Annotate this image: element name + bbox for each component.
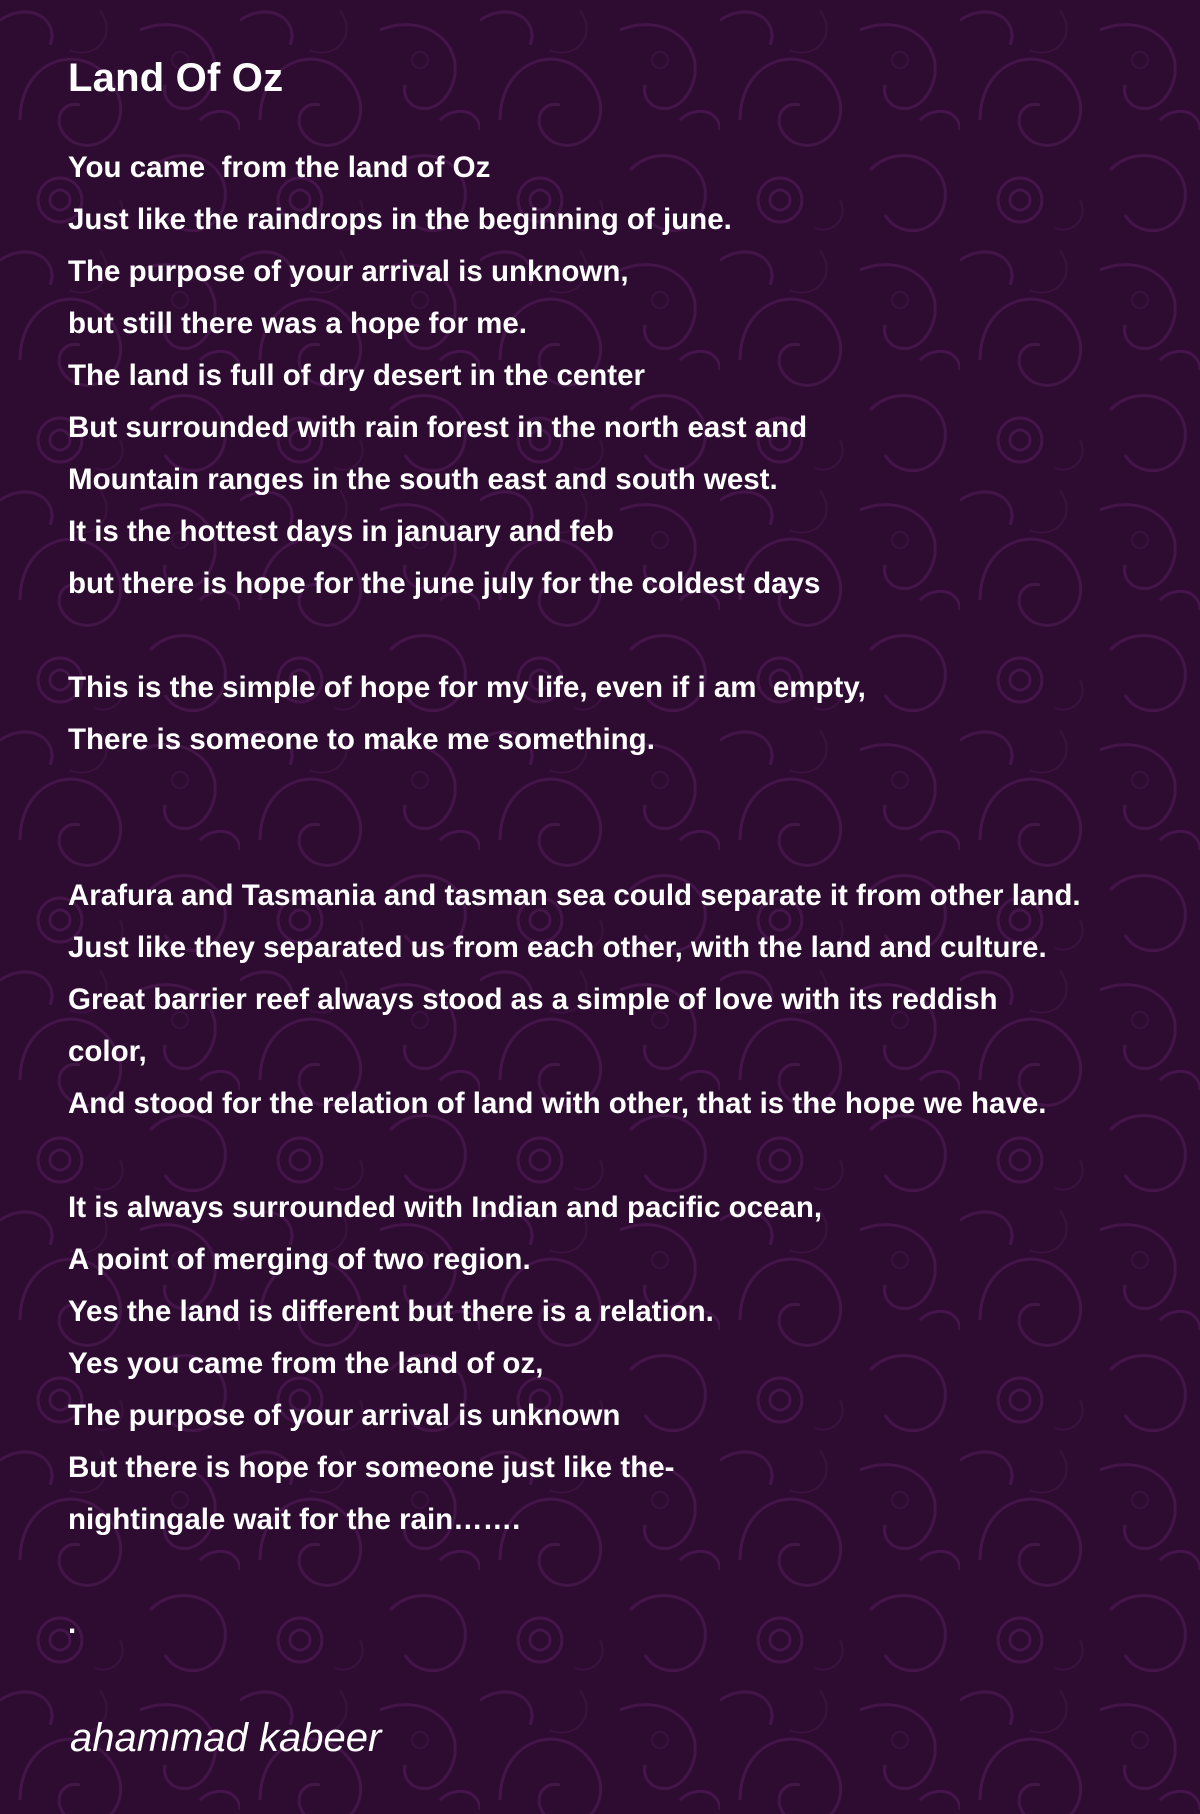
- poem-line: There is someone to make me something.: [68, 723, 655, 756]
- poem-line: The land is full of dry desert in the center: [68, 359, 645, 392]
- poem-line: nightingale wait for the rain…….: [68, 1503, 521, 1536]
- poem-line: but still there was a hope for me.: [68, 307, 527, 340]
- poem-line: A point of merging of two region.: [68, 1243, 531, 1276]
- poem-line: The purpose of your arrival is unknown,: [68, 255, 629, 288]
- poem-content: [68, 50, 1188, 1650]
- poem-line: .: [68, 1607, 77, 1640]
- poem-line: You came from the land of Oz: [68, 151, 491, 184]
- poem-line: It is the hottest days in january and feb: [68, 515, 614, 548]
- poem-line: Just like the raindrops in the beginning of june.: [68, 203, 732, 236]
- poem-line: Just like they separated us from each other, with the land and culture.: [68, 931, 1047, 964]
- poem-author: ahammad kabeer: [70, 1716, 382, 1760]
- poem-body: [68, 142, 1188, 1650]
- poem-line: [68, 1130, 1188, 1182]
- poem-line: Arafura and Tasmania and tasman sea could separate it from other land.: [68, 879, 1081, 912]
- poem-line: Yes the land is different but there is a relation.: [68, 1295, 714, 1328]
- poem-line: Yes you came from the land of oz,: [68, 1347, 544, 1380]
- poem-line: color,: [68, 1035, 147, 1068]
- poem-line: This is the simple of hope for my life, even if i am empty,: [68, 671, 866, 704]
- poem-line: [68, 1546, 1188, 1598]
- poem-line: but there is hope for the june july for the coldest days: [68, 567, 821, 600]
- poem-line: The purpose of your arrival is unknown: [68, 1399, 621, 1432]
- poem-line: [68, 766, 1188, 818]
- poem-line: And stood for the relation of land with other, that is the hope we have.: [68, 1087, 1047, 1120]
- poem-line: [68, 818, 1188, 870]
- poem-line: But surrounded with rain forest in the north east and: [68, 411, 808, 444]
- poem-line: [68, 610, 1188, 662]
- poem-title: Land Of Oz: [68, 56, 284, 100]
- poem-line: Great barrier reef always stood as a simple of love with its reddish: [68, 983, 998, 1016]
- poem-line: But there is hope for someone just like the-: [68, 1451, 675, 1484]
- poem-line: It is always surrounded with Indian and pacific ocean,: [68, 1191, 823, 1224]
- poem-line: Mountain ranges in the south east and south west.: [68, 463, 778, 496]
